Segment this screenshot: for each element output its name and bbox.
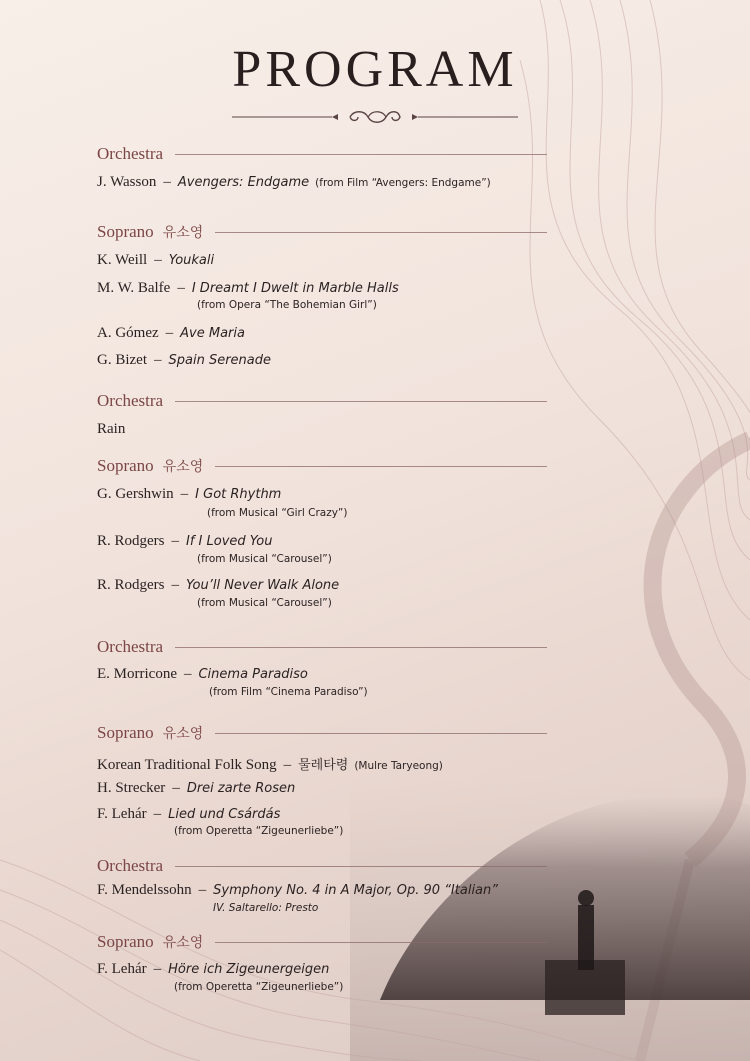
program-item <box>97 780 295 797</box>
composer: K. Weill <box>97 252 148 268</box>
work-source: (from Opera “The Bohemian Girl”) <box>197 299 377 311</box>
work-source: (from Musical “Girl Crazy”) <box>207 507 348 519</box>
composer: Korean Traditional Folk Song <box>97 757 277 773</box>
work-title: Youkali <box>168 253 215 268</box>
dash-separator: – <box>153 961 162 977</box>
dash-separator: – <box>177 280 185 296</box>
program-item <box>97 486 281 503</box>
performer-name: 유소영 <box>162 935 204 951</box>
composer: H. Strecker <box>97 780 166 796</box>
dash-separator: – <box>172 780 180 796</box>
section-label: Orchestra <box>97 391 164 410</box>
program-item <box>97 754 443 774</box>
dash-separator: – <box>198 882 207 898</box>
dash-separator: – <box>153 806 162 822</box>
section-divider <box>215 733 547 734</box>
section-header-soprano <box>97 931 547 953</box>
section-header-orchestra <box>97 855 547 877</box>
work-source: (from Musical “Carousel”) <box>197 553 332 565</box>
section-divider <box>175 401 547 402</box>
section-divider <box>215 232 547 233</box>
work-title: Ave Maria <box>180 326 245 341</box>
composer: J. Wasson <box>97 174 157 190</box>
section-header-soprano <box>97 722 547 744</box>
composer: F. Lehár <box>97 806 147 822</box>
section-label: Orchestra <box>97 144 164 163</box>
work-title: I Got Rhythm <box>195 487 282 502</box>
performer-name: 유소영 <box>162 459 204 475</box>
section-header-orchestra <box>97 390 547 412</box>
work-title: Symphony No. 4 in A Major, Op. 90 “Italian” <box>213 883 498 898</box>
composer: R. Rodgers <box>97 533 165 549</box>
program-item <box>97 174 491 191</box>
section-header-soprano <box>97 455 547 477</box>
work-title: Lied und Csárdás <box>168 807 281 822</box>
composer: F. Mendelssohn <box>97 882 192 898</box>
section-label: Orchestra <box>97 637 164 656</box>
work-title: Avengers: Endgame <box>177 175 310 190</box>
work-title: 물레타령 <box>298 758 349 773</box>
section-label: Soprano <box>97 723 154 742</box>
section-header-orchestra <box>97 636 547 658</box>
program-item <box>97 666 308 683</box>
work-title: You’ll Never Walk Alone <box>186 578 340 593</box>
program-item <box>97 421 125 438</box>
program-item <box>97 961 329 978</box>
dash-separator: – <box>165 325 174 341</box>
dash-separator: – <box>154 252 162 268</box>
work-title: Höre ich Zigeunergeigen <box>168 962 330 977</box>
section-divider <box>215 466 547 467</box>
section-divider <box>175 866 547 867</box>
section-divider <box>215 942 547 943</box>
dash-separator: – <box>163 174 171 190</box>
work-movement: IV. Saltarello: Presto <box>213 902 319 914</box>
composer: F. Lehár <box>97 961 147 977</box>
composer: R. Rodgers <box>97 577 165 593</box>
section-label: Soprano <box>97 456 154 475</box>
work-title: I Dreamt I Dwelt in Marble Halls <box>191 281 399 296</box>
program-item <box>97 325 245 342</box>
program-item <box>97 577 339 594</box>
dash-separator: – <box>171 577 179 593</box>
section-divider <box>175 647 547 648</box>
work-title: If I Loved You <box>186 534 273 549</box>
work-title: Rain <box>97 421 126 437</box>
composer: M. W. Balfe <box>97 280 171 296</box>
work-source: (from Operetta “Zigeunerliebe”) <box>174 825 344 837</box>
program-item <box>97 252 214 269</box>
program-item <box>97 806 280 823</box>
dash-separator: – <box>154 352 162 368</box>
program-item <box>97 533 273 550</box>
work-title: Drei zarte Rosen <box>186 781 296 796</box>
work-note: (Mulre Taryeong) <box>354 760 443 772</box>
section-header-orchestra <box>97 143 547 165</box>
section-label: Soprano <box>97 222 154 241</box>
performer-name: 유소영 <box>162 225 204 241</box>
composer: A. Gómez <box>97 325 159 341</box>
section-label: Soprano <box>97 932 154 951</box>
dash-separator: – <box>283 757 292 773</box>
section-divider <box>175 154 547 155</box>
composer: G. Gershwin <box>97 486 174 502</box>
work-source: (from Film “Cinema Paradiso”) <box>209 686 368 698</box>
page-title: PROGRAM <box>232 41 518 98</box>
dash-separator: – <box>171 533 179 549</box>
section-header-soprano <box>97 221 547 243</box>
work-title: Cinema Paradiso <box>198 667 308 682</box>
program-item <box>97 352 271 369</box>
program-item <box>97 882 498 899</box>
dash-separator: – <box>180 486 189 502</box>
composer: G. Bizet <box>97 352 147 368</box>
composer: E. Morricone <box>97 666 177 682</box>
work-title: Spain Serenade <box>168 353 272 368</box>
work-source: (from Musical “Carousel”) <box>197 597 332 609</box>
performer-name: 유소영 <box>162 726 204 742</box>
program-item <box>97 280 399 297</box>
ornament-divider-icon <box>232 108 518 126</box>
section-label: Orchestra <box>97 856 164 875</box>
orchestra-photo <box>350 780 750 1061</box>
dash-separator: – <box>183 666 192 682</box>
work-note: (from Film “Avengers: Endgame”) <box>315 177 491 189</box>
work-source: (from Operetta “Zigeunerliebe”) <box>174 981 344 993</box>
